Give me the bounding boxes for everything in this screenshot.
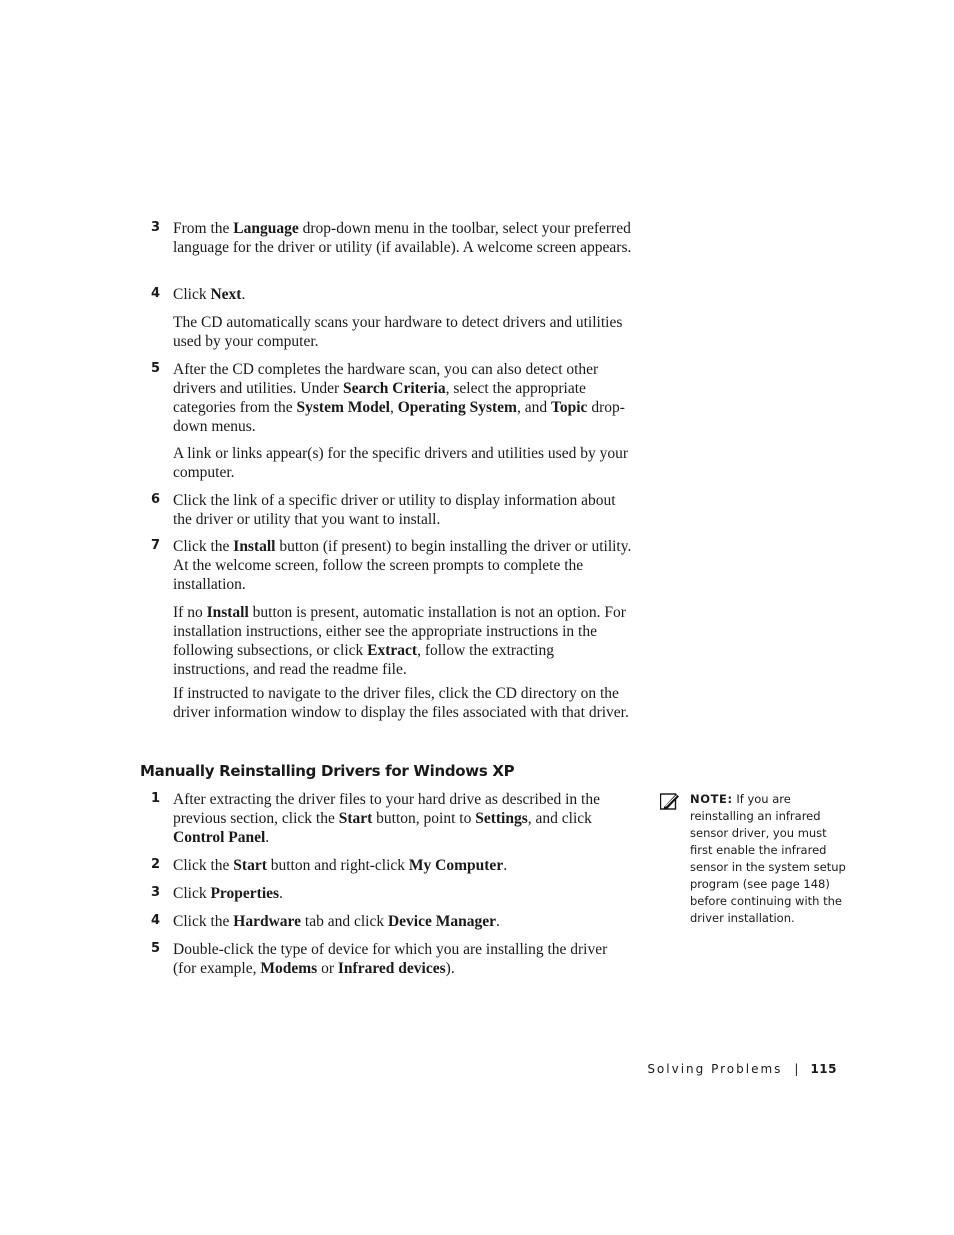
- text-run: After extracting the driver files to your hard drive as described in the previous section, click the: [173, 791, 600, 827]
- note-body: [690, 791, 850, 927]
- ui-term: Control Panel: [173, 829, 266, 846]
- text-run: .: [265, 829, 270, 846]
- text-run: .: [496, 913, 500, 930]
- step-number: 7: [151, 538, 161, 553]
- text-run: A link or links appear(s) for the specific drivers and utilities used by your computer.: [173, 445, 628, 481]
- text-run: .: [503, 857, 508, 874]
- text-run: tab and click: [301, 913, 388, 930]
- step-text: [173, 884, 633, 903]
- step-text: [173, 537, 633, 594]
- ui-term: Device Manager: [387, 913, 496, 930]
- step-number: 3: [151, 885, 161, 900]
- text-run: , and: [516, 399, 551, 416]
- text-run: Click the: [173, 857, 234, 874]
- text-run: If no: [173, 604, 207, 621]
- ui-term: Install: [233, 538, 276, 555]
- text-run: From the: [173, 220, 234, 237]
- step-text: [173, 360, 633, 436]
- text-run: The CD automatically scans your hardware to detect drivers and utilities used by your computer.: [173, 314, 623, 350]
- text-run: Click: [173, 885, 211, 902]
- step-text: [173, 491, 633, 529]
- text-run: After the CD completes the hardware scan, you can also detect other drivers and utilities. Under: [173, 361, 599, 397]
- text-run: .: [241, 286, 246, 303]
- text-run: button is present, automatic installation is not an option. For installation instructions, either see the appropriate instructions in the following subsections, or click: [173, 604, 626, 659]
- ui-term: Start: [233, 857, 267, 874]
- text-run: .: [279, 885, 283, 902]
- text-run: button and right-click: [266, 857, 409, 874]
- ui-term: Extract: [367, 642, 418, 659]
- step-text: [173, 856, 633, 875]
- ui-term: Language: [233, 220, 299, 237]
- text-run: Click the: [173, 538, 234, 555]
- text-run: drop-down menus.: [173, 399, 625, 435]
- step-number: 4: [151, 286, 161, 301]
- note-pencil-icon: [660, 792, 680, 810]
- ui-term: Start: [338, 810, 373, 827]
- step-text: [173, 912, 633, 931]
- note-text: If you are reinstalling an infrared sensor driver, you must first enable the infrared sensor in the system setup program (see page 148) before continuing with the driver installation.: [690, 792, 846, 925]
- ui-term: Modems: [260, 960, 318, 977]
- text-run: or: [317, 960, 338, 977]
- page-number: 115: [810, 1062, 837, 1076]
- step-text: [173, 219, 633, 257]
- ui-term: System Model: [296, 399, 390, 416]
- note-label: NOTE:: [690, 792, 733, 806]
- step-number: 2: [151, 857, 161, 872]
- ui-term: Hardware: [233, 913, 302, 930]
- step-number: 5: [151, 361, 161, 376]
- text-run: Click the: [173, 913, 234, 930]
- step-number: 1: [151, 791, 161, 806]
- step-text: [173, 790, 633, 847]
- step-number: 3: [151, 220, 161, 235]
- text-run: If instructed to navigate to the driver files, click the CD directory on the driver information window to display the files associated with that driver.: [173, 685, 629, 721]
- text-run: Double-click the type of device for which you are installing the driver (for example,: [173, 941, 608, 977]
- footer-section-title: Solving Problems: [647, 1062, 783, 1076]
- text-run: , and click: [527, 810, 592, 827]
- step-text: [173, 313, 633, 351]
- step-number: 4: [151, 913, 161, 928]
- text-run: button (if present) to begin installing the driver or utility. At the welcome screen, follow the screen prompts to complete the installation.: [173, 538, 632, 593]
- ui-term: Topic: [550, 399, 588, 416]
- text-run: drop-down menu in the toolbar, select your preferred language for the driver or utility (if available). A welcome screen appears.: [173, 220, 632, 256]
- ui-term: Next: [210, 286, 242, 303]
- step-text: [173, 444, 633, 482]
- step-text: [173, 684, 633, 722]
- text-run: button, point to: [372, 810, 476, 827]
- ui-term: Settings: [475, 810, 528, 827]
- step-number: 6: [151, 492, 161, 507]
- section-heading: Manually Reinstalling Drivers for Windows XP: [140, 762, 515, 780]
- step-text: [173, 940, 633, 978]
- step-number: 5: [151, 941, 161, 956]
- text-run: , follow the extracting instructions, and read the readme file.: [173, 642, 554, 678]
- footer-separator: |: [794, 1062, 799, 1076]
- ui-term: Operating System: [397, 399, 517, 416]
- text-run: , select the appropriate categories from the: [173, 380, 586, 416]
- step-text: [173, 285, 633, 304]
- text-run: Click: [173, 286, 211, 303]
- ui-term: Properties: [210, 885, 280, 902]
- ui-term: Install: [206, 604, 249, 621]
- ui-term: Search Criteria: [343, 380, 446, 397]
- text-run: Click the link of a specific driver or utility to display information about the driver or utility that you want to install.: [173, 492, 616, 528]
- text-run: ,: [389, 399, 398, 416]
- page-footer: [647, 1062, 837, 1076]
- text-run: ).: [445, 960, 455, 977]
- ui-term: Infrared devices: [337, 960, 446, 977]
- step-text: [173, 603, 633, 679]
- ui-term: My Computer: [408, 857, 504, 874]
